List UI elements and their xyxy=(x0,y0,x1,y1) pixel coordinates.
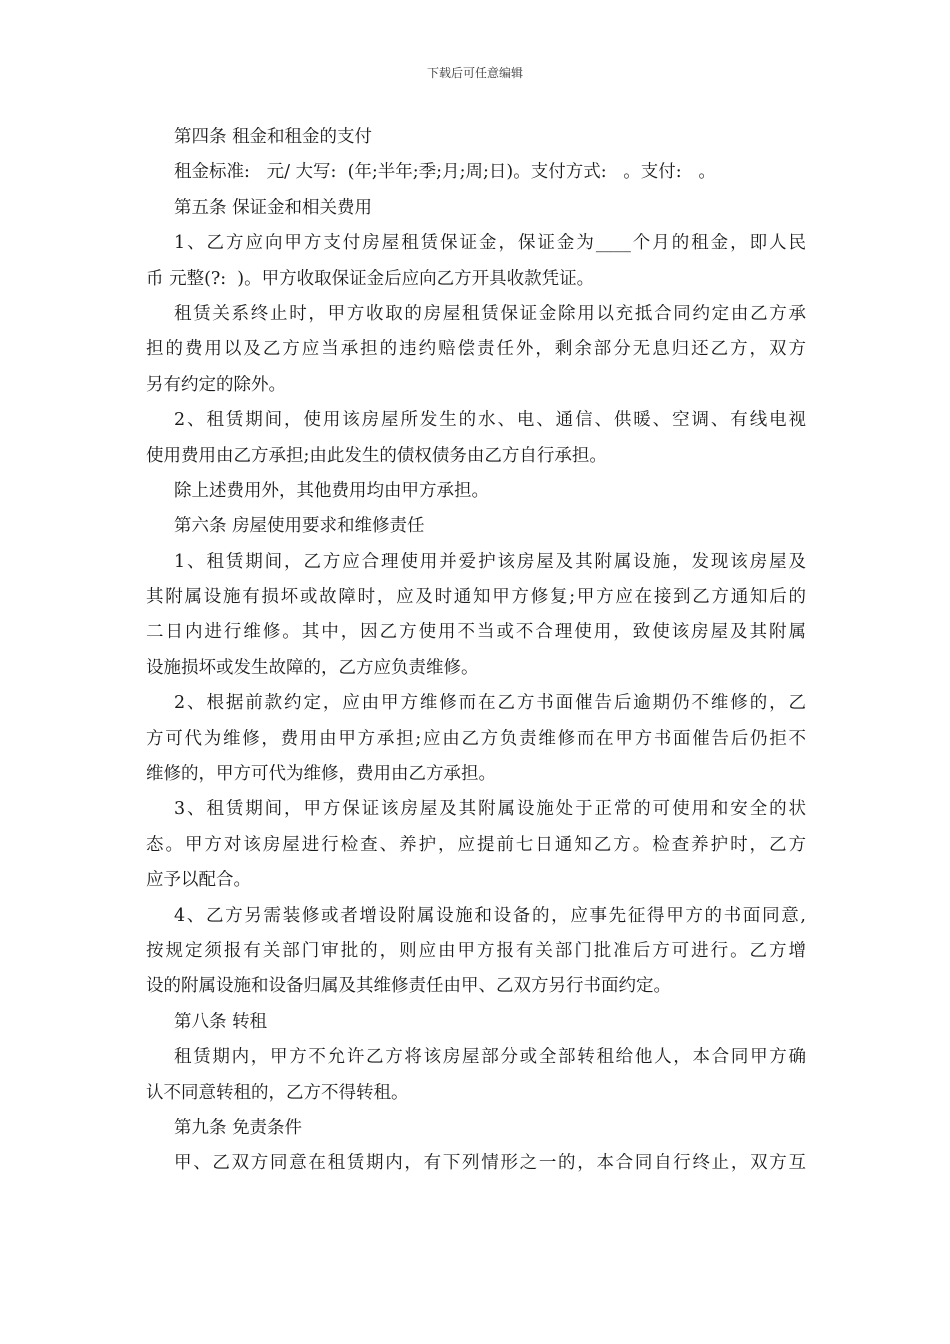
text-line: 认不同意转租的，乙方不得转租。 xyxy=(146,1082,409,1103)
text-line: 按规定须报有关部门审批的，则应由甲方报有关部门批准后方可进行。乙方增 xyxy=(146,940,806,961)
text-line: 态。甲方对该房屋进行检查、养护，应提前七日通知乙方。检查养护时，乙方 xyxy=(146,834,806,855)
text-line: 租赁期内，甲方不允许乙方将该房屋部分或全部转租给他人，本合同甲方确 xyxy=(174,1047,806,1068)
text-line: 使用费用由乙方承担;由此发生的债权债务由乙方自行承担。 xyxy=(146,445,607,466)
text-line: 其附属设施有损坏或故障时，应及时通知甲方修复;甲方应在接到乙方通知后的 xyxy=(146,587,806,608)
text-line: 第八条 转租 xyxy=(174,1011,268,1032)
section-heading xyxy=(146,1005,806,1040)
text-line: 另有约定的除外。 xyxy=(146,374,286,395)
paragraph xyxy=(146,226,806,297)
paragraph xyxy=(146,792,806,898)
paragraph xyxy=(146,297,806,403)
text-line: 除上述费用外，其他费用均由甲方承担。 xyxy=(174,480,489,501)
page-header: 下载后可任意编辑 xyxy=(426,66,523,80)
paragraph xyxy=(146,545,806,687)
section-heading xyxy=(146,191,806,226)
text-line: 租赁关系终止时，甲方收取的房屋租赁保证金除用以充抵合同约定由乙方承 xyxy=(174,303,806,324)
paragraph xyxy=(146,474,806,509)
text-line: 第五条 保证金和相关费用 xyxy=(174,197,373,218)
text-line: 币 元整(?: )。甲方收取保证金后应向乙方开具收款凭证。 xyxy=(146,268,595,289)
paragraph xyxy=(146,899,806,1005)
text-line: 2、租赁期间，使用该房屋所发生的水、电、通信、供暖、空调、有线电视 xyxy=(174,410,806,431)
text-line: 设的附属设施和设备归属及其维修责任由甲、乙双方另行书面约定。 xyxy=(146,976,671,997)
text-line: 设施损坏或发生故障的，乙方应负责维修。 xyxy=(146,657,479,678)
text-line: 方可代为维修，费用由甲方承担;应由乙方负责维修而在甲方书面催告后仍拒不 xyxy=(146,728,806,749)
text-line: 1、租赁期间，乙方应合理使用并爱护该房屋及其附属设施，发现该房屋及 xyxy=(174,551,806,572)
text-line: 甲、乙双方同意在租赁期内，有下列情形之一的，本合同自行终止，双方互 xyxy=(174,1153,806,1174)
text-line: 第九条 免责条件 xyxy=(174,1117,303,1138)
text-line: 应予以配合。 xyxy=(146,870,251,891)
section-heading xyxy=(146,1111,806,1146)
paragraph xyxy=(146,1040,806,1111)
text-line: 租金标准: 元/ 大写: (年;半年;季;月;周;日)。支付方式: 。支付: 。 xyxy=(174,162,716,183)
text-line: 4、乙方另需装修或者增设附属设施和设备的，应事先征得甲方的书面同意, xyxy=(174,905,806,926)
document-body xyxy=(146,120,806,1182)
text-line: 1、乙方应向甲方支付房屋租赁保证金，保证金为____个月的租金，即人民 xyxy=(174,233,806,254)
section-heading xyxy=(146,509,806,544)
paragraph xyxy=(146,686,806,792)
text-line: 3、租赁期间，甲方保证该房屋及其附属设施处于正常的可使用和安全的状 xyxy=(174,799,806,820)
text-line: 2、根据前款约定，应由甲方维修而在乙方书面催告后逾期仍不维修的，乙 xyxy=(174,693,806,714)
paragraph xyxy=(146,155,806,190)
text-line: 第六条 房屋使用要求和维修责任 xyxy=(174,516,425,537)
paragraph xyxy=(146,1146,806,1181)
text-line: 维修的，甲方可代为维修，费用由乙方承担。 xyxy=(146,764,496,785)
text-line: 二日内进行维修。其中，因乙方使用不当或不合理使用，致使该房屋及其附属 xyxy=(146,622,806,643)
text-line: 担的费用以及乙方应当承担的违约赔偿责任外，剩余部分无息归还乙方，双方 xyxy=(146,339,806,360)
text-line: 第四条 租金和租金的支付 xyxy=(174,127,373,147)
paragraph xyxy=(146,403,806,474)
section-heading xyxy=(146,120,806,155)
